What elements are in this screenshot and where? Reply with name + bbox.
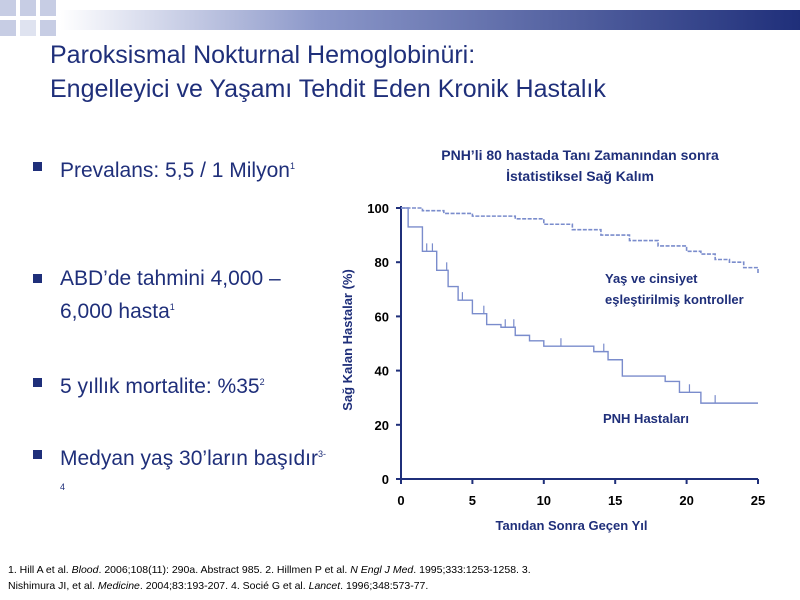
ref-text: . 2006;108(11): 290a. Abstract 985. 2. Hillmen P et al. <box>98 564 351 576</box>
ref-journal: N Engl J Med <box>350 564 414 576</box>
y-tick-label: 0 <box>381 472 389 487</box>
y-tick-label: 40 <box>374 363 389 379</box>
bullet-text: Medyan yaş 30’ların başıdır <box>60 447 318 470</box>
y-tick-label: 100 <box>367 201 389 216</box>
series-label-controls-line1: Yaş ve cinsiyet <box>605 271 698 286</box>
ref-journal: Medicine <box>97 580 140 592</box>
bullet-ref: 1 <box>289 161 295 171</box>
ref-journal: Blood <box>71 564 99 576</box>
x-tick-label: 5 <box>468 493 477 508</box>
y-axis-label: Sağ Kalan Hastalar (%) <box>340 269 355 411</box>
ref-text: . 1996;348:573-77. <box>340 580 429 592</box>
slide-title-line2: Engelleyici ve Yaşamı Tehdit Eden Kronik Hastalık <box>50 75 606 103</box>
bullet-text: Prevalans: 5,5 / 1 Milyon <box>60 159 290 182</box>
series-label-pnh: PNH Hastaları <box>603 411 689 426</box>
x-tick-label: 0 <box>397 493 405 508</box>
x-tick-label: 15 <box>607 493 623 508</box>
x-axis-label: Tanıdan Sonra Geçen Yıl <box>495 518 648 533</box>
ref-journal: Lancet <box>308 580 341 592</box>
bullet-ref: 3-4 <box>60 449 326 492</box>
references <box>8 562 798 594</box>
ref-text: Nishimura JI, et al. <box>8 580 98 592</box>
chart-title-line1: PNH’li 80 hastada Tanı Zamanından sonra <box>441 147 719 163</box>
x-tick-label: 10 <box>536 493 552 508</box>
series-line-controls <box>401 208 758 273</box>
slide-title-line1: Paroksismal Nokturnal Hemoglobinüri: <box>50 41 476 69</box>
bullet-text: 5 yıllık mortalite: %35 <box>60 375 260 398</box>
bullet-text: ABD’de tahmini 4,000 – 6,000 hasta <box>60 267 281 323</box>
ref-text: 1. Hill A et al. <box>8 564 72 576</box>
series-label-controls-line2: eşleştirilmiş kontroller <box>605 292 744 307</box>
y-tick-label: 60 <box>374 309 389 325</box>
chart-title-line2: İstatistiksel Sağ Kalım <box>506 168 654 184</box>
ref-text: . 2004;83:193-207. 4. Socié G et al. <box>139 580 309 592</box>
y-tick-label: 20 <box>374 417 389 433</box>
x-tick-label: 25 <box>750 493 766 508</box>
ref-text: . 1995;333:1253-1258. 3. <box>413 564 531 576</box>
bullet-ref: 2 <box>259 377 265 387</box>
y-tick-label: 80 <box>374 255 389 271</box>
x-tick-label: 20 <box>679 493 694 508</box>
bullet-ref: 1 <box>169 302 175 312</box>
